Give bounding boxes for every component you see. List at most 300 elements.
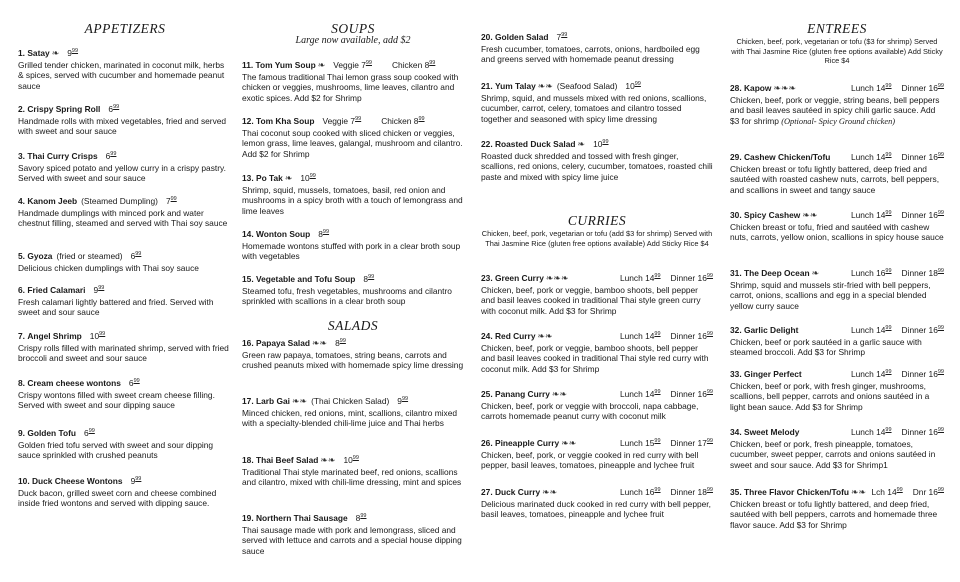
soups-title: SOUPS [331,21,375,36]
item-name: Golden Tofu [27,428,77,438]
item-description: Chicken, beef or pork, with fresh ginger, mushrooms, scallions, bell pepper, carrots and onions sautéed in a light bean sauce. Add $3 for Shrimp [730,380,930,412]
item-name: Three Flavor Chicken/Tofu [743,487,849,497]
chili-pepper-icon: ❧❧ [312,338,328,348]
item-name: Panang Curry [494,389,550,399]
item-description: Delicious marinated duck cooked in red curry with bell pepper, basil leaves, tomatoes, pineapple and lychee fruit [481,498,711,520]
menu-item [481,273,713,316]
item-description: Delicious chicken dumplings with Thai soy sauce [18,262,199,273]
item-prices [871,487,944,498]
price-main: Dinner 16 [901,83,938,93]
salads-title: SALADS [327,318,379,333]
price-main: Lunch 16 [850,268,886,278]
item-name: Spicy Cashew [743,210,801,220]
chili-pepper-icon: ❧❧ [320,455,336,465]
price-cents: 99 [937,325,944,332]
item-description: Traditional Thai style marinated beef, red onions, scallions and cilantro, mixed with chili-lime dressing, mint and spices [242,466,462,488]
lunch-price [851,369,892,379]
item-number: 12. [242,116,254,126]
price-cents: 99 [654,273,661,280]
price-main: 8 [318,229,323,239]
item-heading [481,273,713,284]
price-cents: 99 [360,513,367,520]
item-extra: (Thai Chicken Salad) [311,396,390,406]
chili-pepper-icon: ❧❧ [537,331,553,341]
menu-item [18,251,232,273]
item-description: Roasted duck shredded and tossed with fresh ginger, scallions, red onions, celery, cucumber, tomatoes, roasted chili paste and mixed with spicy lime juice [481,150,713,182]
dinner-price [671,438,713,448]
menu-item [18,476,232,509]
item-name: Cream cheese wontons [27,378,121,388]
price-cents: 99 [885,325,892,332]
chili-pepper-icon: ❧❧❧ [773,83,797,93]
price-cents: 99 [937,152,944,159]
price-cents: 99 [135,476,142,483]
lunch-price [851,83,892,93]
price-cents: 99 [401,396,409,403]
price-main: Lunch 15 [619,438,655,448]
item-description: Chicken, beef or pork, fresh pineapple, tomatoes, cucumber, sweet pepper, carrots and onions sautéed in sweet and sour sauce. Add $3 for Shrimp1 [730,438,936,470]
menu-item [18,428,232,461]
price-main: 9 [67,48,72,58]
lunch-price [620,273,661,283]
price-main: Dinner 16 [901,369,938,379]
item-price [343,455,358,465]
item-description: Chicken, beef or pork sautéed in a garlic sauce with steamed broccoli. Add $3 for Shrimp [730,336,922,358]
item-description: Shrimp, squid, and mussels mixed with red onions, scallions, cucumber, carrot, celery, tomatoes and cilantro tossed together and seasoned with spicy lime dressing [481,92,707,124]
item-prices [851,210,944,221]
item-description: Steamed tofu, fresh vegetables, mushrooms and cilantro sprinkled with scallions in a clear broth soup [242,285,452,307]
dinner-price [902,210,944,220]
menu-item [481,438,713,471]
item-heading [18,285,232,296]
lunch-price [620,389,661,399]
item-heading [730,427,944,438]
lunch-price [851,268,892,278]
item-price [318,229,329,239]
item-name: Pineapple Curry [494,438,560,448]
item-heading [18,196,232,207]
item-description: Crispy wontons filled with sweet cream cheese filling. Served with sweet and sour dipping sauce [18,389,215,411]
item-name: Thai Curry Crisps [27,151,98,161]
item-description: Chicken breast or tofu lightly battered, and deep fried, sautéed with bell peppers, carrots and homemade three flavor sauce. Add $3 for Shrimp [730,498,938,530]
price-cents: 99 [113,104,120,111]
item-number: 31. [730,268,742,278]
item-price [131,251,142,261]
item-name: Garlic Delight [743,325,799,335]
price-cents: 99 [885,268,892,275]
item-description: Chicken breast or tofu lightly battered, deep fried and sautéed with roasted cashew nuts, carrots, bell peppers, and scallions in sweet and tangy sauce [730,163,940,195]
item-price [557,32,568,42]
item-number: 17. [242,396,254,406]
item-price [397,396,408,406]
item-name: Angel Shrimp [27,331,82,341]
item-heading [18,476,232,487]
price-main: Lunch 14 [619,273,655,283]
item-prices [851,369,944,380]
menu-item [481,487,713,520]
menu-item [242,274,464,307]
price-main: 6 [84,428,89,438]
price-main: 10 [343,455,353,465]
price-main: Dnr 16 [912,487,938,497]
chili-pepper-icon: ❧❧ [542,487,558,497]
dinner-price [671,487,713,497]
item-number: 19. [242,513,254,523]
item-price [106,151,117,161]
item-heading [481,81,713,92]
menu-item [242,116,464,159]
chili-pepper-icon: ❧ [51,48,60,58]
item-number: 9. [18,428,25,438]
price-cents: 99 [365,60,372,67]
menu-item [242,173,464,216]
lunch-price [851,152,892,162]
item-name: Golden Salad [494,32,549,42]
menu-item [481,331,713,374]
price-main: 8 [335,338,340,348]
item-name: Vegetable and Tofu Soup [255,274,356,284]
chili-pepper-icon: ❧ [284,173,293,183]
item-number: 3. [18,151,25,161]
item-price [67,48,78,58]
item-name: Crispy Spring Roll [27,104,101,114]
menu-item [730,83,944,127]
item-name: Green Curry [494,273,544,283]
item-heading [242,396,464,407]
menu-item [481,139,713,182]
price-main: 7 [556,32,562,42]
menu-item [242,455,464,488]
price-main: 9 [397,396,402,406]
price-cents: 99 [355,116,362,123]
price-main: Lunch 14 [619,389,655,399]
item-description: Thai sausage made with pork and lemongrass, sliced and served with lettuce and carrots and a special house dipping sauce [242,524,462,556]
item-heading [481,331,713,342]
item-prices [620,487,713,498]
price-main: Lunch 14 [619,331,655,341]
item-name: Wonton Soup [255,229,311,239]
item-prices [620,389,713,400]
item-heading [481,438,713,449]
item-description: The famous traditional Thai lemon grass soup cooked with chicken or veggies, mushrooms, lime leaves, cilantro and exotic spices. Add $2 for Shrimp [242,71,459,103]
item-heading [18,104,232,115]
price-main: Dinner 16 [670,389,707,399]
item-number: 10. [18,476,30,486]
item-heading [481,487,713,498]
item-number: 1. [18,48,25,58]
item-heading [481,139,713,150]
curries-note: Chicken, beef, pork, vegetarian or tofu (add $3 for shrimp) Served with Thai Jasmine Rice (gluten free options available) Add Sticky Rice $4 [481,229,713,248]
item-heading [481,32,713,43]
item-prices [851,83,944,94]
item-number: 13. [242,173,254,183]
item-description: Fresh cucumber, tomatoes, carrots, onions, hardboiled egg and greens served with homemade peanut dressing [481,43,700,65]
price-main: 9 [130,476,136,486]
price-cents: 99 [937,83,944,90]
item-description: Shrimp, squid, mussels, tomatoes, basil, red onion and mushrooms in a spicy broth with a touch of lemongrass and lime leaves [242,184,463,216]
chili-pepper-icon: ❧❧ [291,396,308,406]
menu-item [18,151,232,184]
item-description: Green raw papaya, tomatoes, string beans, carrots and crushed peanuts mixed with homemade spicy lime dressing [242,349,464,371]
item-number: 16. [242,338,254,348]
item-heading [481,389,713,400]
menu-item [242,338,464,371]
item-number: 23. [481,273,493,283]
item-description: Grilled tender chicken, marinated in coconut milk, herbs & spices, served with cucumber and homemade peanut sauce [18,59,225,91]
dinner-price [671,331,713,341]
item-price [108,104,119,114]
dinner-price [902,268,944,278]
item-heading [18,151,232,162]
price-cents: 99 [937,487,944,494]
item-heading [242,173,464,184]
item-description: Shrimp, squid and mussels stir-fried with bell peppers, carrot, onions, scallions and egg in a special blended yellow curry sauce [730,279,931,311]
item-name: Duck Curry [494,487,541,497]
item-prices [851,152,944,163]
lunch-price [620,331,661,341]
price-cents: 99 [135,251,142,258]
item-price [322,116,361,126]
price-main: Lunch 14 [850,210,886,220]
item-price-2 [392,60,435,70]
menu-item [730,487,944,530]
item-name: Cashew Chicken/Tofu [743,152,831,162]
item-price [300,173,315,183]
item-number: 35. [730,487,742,497]
price-cents: 99 [654,438,661,445]
item-number: 34. [730,427,742,437]
item-description: Chicken, beef, pork or veggie with broccoli, napa cabbage, carrots homemade peanut curry with coconut milk [481,400,699,422]
dinner-price [902,427,944,437]
item-number: 15. [242,274,254,284]
price-cents: 99 [602,139,609,146]
price-cents: 99 [418,116,425,123]
menu-item [18,378,232,411]
item-description: Golden fried tofu served with sweet and sour dipping sauce sprinkled with crushed peanuts [18,439,214,461]
item-name: Thai Beef Salad [255,455,319,465]
price-cents: 99 [561,32,568,39]
price-cents: 99 [322,229,330,236]
dinner-price [671,273,713,283]
price-cents: 99 [885,152,892,159]
item-extra: (fried or steamed) [56,251,123,261]
item-heading [18,331,232,342]
item-number: 28. [730,83,742,93]
item-name: Red Curry [494,331,536,341]
item-heading [18,378,232,389]
item-heading [730,83,944,94]
item-heading [730,210,944,221]
item-prices [620,273,713,284]
item-name: Fried Calamari [27,285,86,295]
item-number: 5. [18,251,25,261]
item-number: 11. [242,60,254,70]
price-main: 6 [105,151,111,161]
dinner-price [671,389,713,399]
price-cents: 99 [352,455,359,462]
menu-item [242,229,464,262]
item-name: Po Tak [255,173,283,183]
price-main: Lunch 14 [850,427,886,437]
soups-subtitle: Large now available, add $2 [295,35,411,46]
menu-item [242,513,464,556]
item-number: 26. [481,438,493,448]
price-main: Dinner 16 [901,152,938,162]
menu-item [481,81,713,124]
menu-item [730,427,944,470]
item-number: 21. [481,81,493,91]
price-main: Dinner 18 [901,268,938,278]
menu-item [730,369,944,412]
item-heading [730,487,944,498]
item-name: Roasted Duck Salad [494,139,576,149]
price-cents: 99 [368,274,375,281]
price-main: Dinner 16 [670,331,707,341]
item-heading [242,229,464,240]
item-description: Chicken, beef, pork, or veggie cooked in red curry with bell pepper, basil leaves, tomatoes, pineapple and lychee fruit [481,449,699,471]
item-name: Tom Yum Soup [255,60,316,70]
entrees-note: Chicken, beef, pork, vegetarian or tofu ($3 for shrimp) Served with Thai Jasmine Rice (gluten free options available) Add Sticky Rice $4 [731,37,943,66]
menu-item [481,389,713,422]
price-main: 6 [108,104,114,114]
price-cents: 99 [654,487,661,494]
price-main: Veggie 7 [322,116,356,126]
item-number: 20. [481,32,493,42]
menu-item [18,104,232,137]
price-cents: 99 [885,83,892,90]
price-main: Lunch 14 [850,369,886,379]
item-description: Chicken, beef, pork or veggie, bamboo shoots, bell pepper and basil leaves cooked in traditional Thai style red curry with coconut milk. Add $3 for Shrimp [481,342,709,374]
price-main: 10 [593,139,603,149]
price-main: Lunch 14 [850,325,886,335]
price-cents: 99 [706,331,713,338]
item-number: 8. [18,378,25,388]
price-main: Dinner 16 [670,273,707,283]
lunch-price [851,427,892,437]
price-cents: 99 [654,331,661,338]
item-number: 14. [242,229,254,239]
item-description: Minced chicken, red onions, mint, scallions, cilantro mixed with a specialty-blended chili-lime juice and Thai herbs [242,407,458,429]
item-description: Fresh calamari lightly battered and fried. Served with sweet and sour sauce [18,296,214,318]
menu-item [730,268,944,311]
item-price [94,285,105,295]
price-cents: 99 [634,81,641,88]
dinner-price [902,325,944,335]
item-prices [851,268,944,279]
item-number: 29. [730,152,742,162]
price-cents: 99 [937,268,944,275]
item-price [333,60,372,70]
price-cents: 99 [654,389,661,396]
price-main: 10 [625,81,635,91]
item-option: (Optional- Spicy Ground chicken) [781,116,896,126]
price-main: Dinner 16 [901,325,938,335]
item-price [129,378,140,388]
item-description: Duck bacon, grilled sweet corn and cheese combined inside fried wontons and served with dipping sauce. [18,487,217,509]
price-cents: 99 [885,369,892,376]
item-name: Northern Thai Sausage [255,513,348,523]
item-description: Homemade wontons stuffed with pork in a clear broth soup with vegetables [242,240,461,262]
item-price [90,331,105,341]
price-cents: 99 [937,210,944,217]
item-heading [18,428,232,439]
item-heading [242,338,464,349]
menu-item [242,60,464,103]
price-cents: 99 [937,427,944,434]
item-description: Savory spiced potato and yellow curry in a crispy pastry. Served with sweet and sour sauce [18,162,226,184]
price-main: Veggie 7 [333,60,366,70]
item-prices [851,325,944,336]
price-main: Lunch 14 [850,152,886,162]
item-price [166,196,177,206]
item-name: Gyoza [27,251,53,261]
item-price [593,139,608,149]
item-price [131,476,142,486]
item-price [335,338,346,348]
chili-pepper-icon: ❧❧ [561,438,577,448]
price-main: 6 [130,251,136,261]
chili-pepper-icon: ❧ [577,139,586,149]
price-main: 10 [300,173,310,183]
item-number: 22. [481,139,493,149]
menu-item [730,325,944,358]
dinner-price [902,83,944,93]
item-extra: (Seafood Salad) [556,81,618,91]
chili-pepper-icon: ❧❧ [537,81,553,91]
item-description: Handmade dumplings with minced pork and water chestnut filling, steamed and served with Thai soy sauce [18,207,228,229]
price-cents: 99 [706,438,713,445]
dinner-price [902,152,944,162]
price-cents: 99 [71,48,79,55]
price-main: 6 [128,378,134,388]
item-prices [851,427,944,438]
menu-item [18,196,232,229]
price-cents: 99 [110,151,117,158]
lunch-price [851,210,892,220]
price-main: Lch 14 [871,487,897,497]
item-heading [18,48,232,59]
item-heading [242,455,464,466]
item-number: 33. [730,369,742,379]
item-prices [620,331,713,342]
price-cents: 99 [98,285,105,292]
price-cents: 99 [99,331,106,338]
lunch-price [620,438,661,448]
dinner-price [902,369,944,379]
entrees-title: ENTREES [807,21,867,36]
item-price [363,274,374,284]
item-extra: (Steamed Dumpling) [81,196,158,206]
item-description: Chicken, beef, pork or veggie, string beans, bell peppers and basil leaves sautéed in spicy chili garlic sauce. Add $3 for shrimp (Optional- Spicy Ground chicken) [730,94,940,126]
item-name: Papaya Salad [255,338,310,348]
price-cents: 99 [706,273,713,280]
menu-item [18,285,232,318]
chili-pepper-icon: ❧ [317,60,326,70]
item-heading [730,152,944,163]
price-main: Lunch 16 [619,487,655,497]
item-name: Kapow [743,83,772,93]
item-heading [242,274,464,285]
item-price-2 [381,116,424,126]
menu-item [481,32,713,65]
item-description: Crispy rolls filled with marinated shrimp, served with fried broccoli and sweet and sour sauce [18,342,229,364]
item-name: Sweet Melody [743,427,800,437]
price-main: 8 [355,513,361,523]
item-number: 18. [242,455,254,465]
dinner-price [913,487,944,497]
item-price [356,513,367,523]
curries-title: CURRIES [567,213,627,228]
